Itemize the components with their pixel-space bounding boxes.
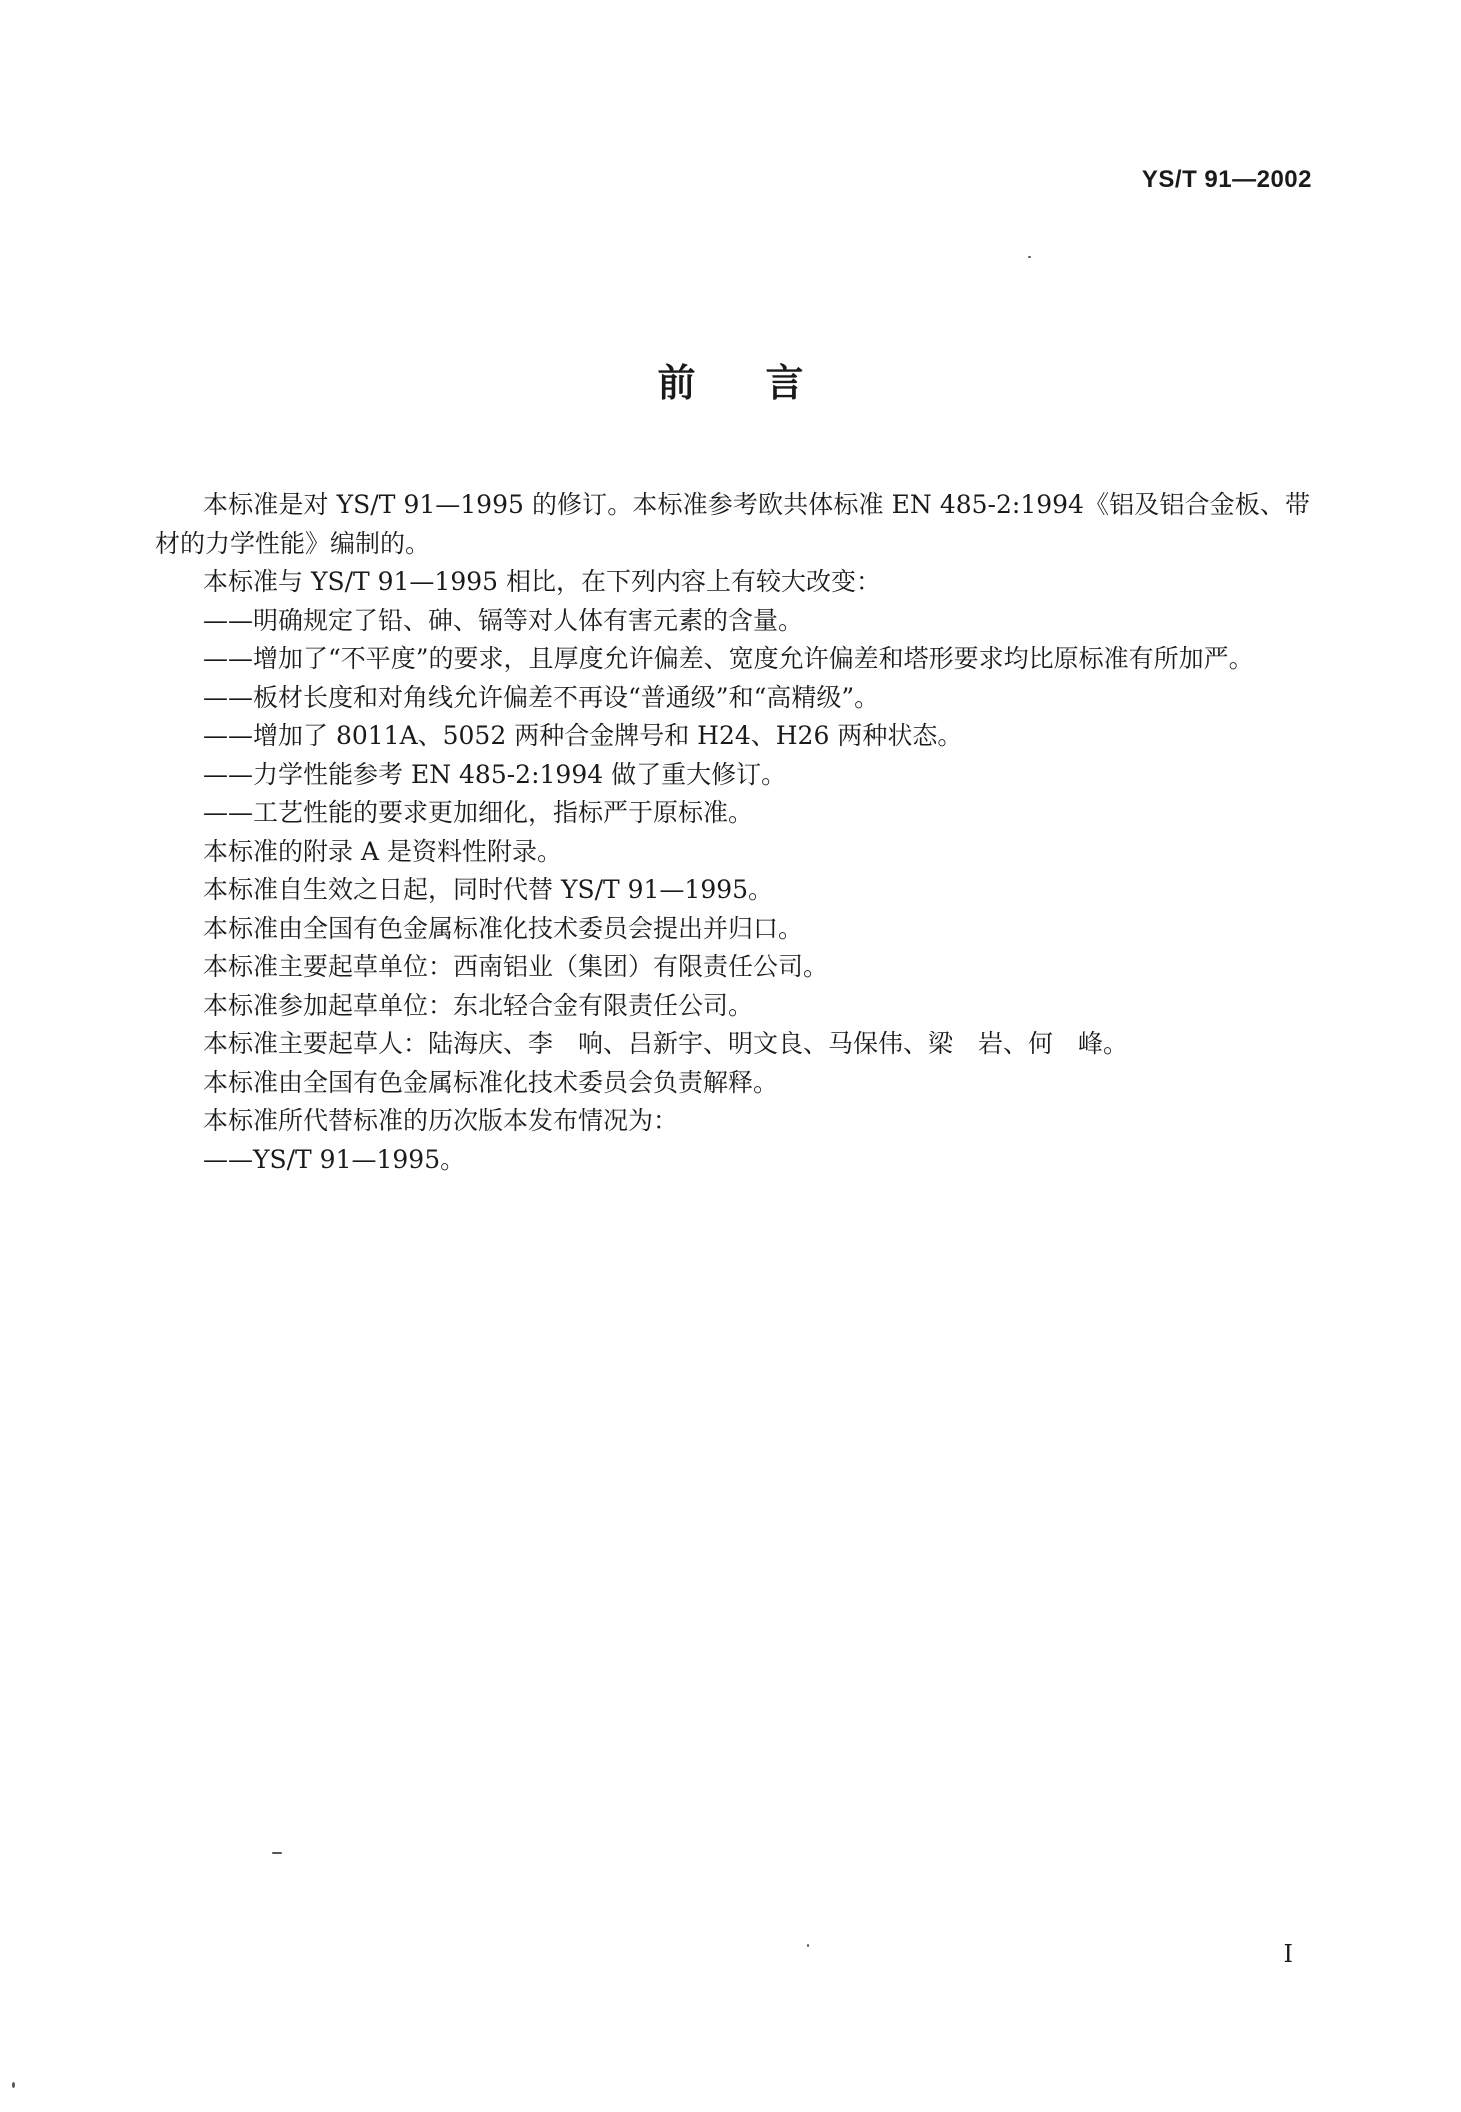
- statement-line: 本标准主要起草人：陆海庆、李 响、吕新宇、明文良、马保伟、梁 岩、何 峰。: [203, 1029, 1129, 1058]
- statement-line: 本标准参加起草单位：东北轻合金有限责任公司。: [203, 990, 754, 1020]
- standard-code: YS/T 91—2002: [1141, 166, 1312, 193]
- preface-body: [155, 486, 1310, 1179]
- statement-line: 本标准自生效之日起，同时代替 YS/T 91—1995。: [203, 875, 774, 904]
- scan-speck: [272, 1852, 282, 1854]
- page-title: 前言: [657, 361, 874, 405]
- statement-line: 本标准由全国有色金属标准化技术委员会提出并归口。: [203, 913, 804, 943]
- change-item: ——增加了 8011A、5052 两种合金牌号和 H24、H26 两种状态。: [203, 721, 963, 750]
- change-item: ——板材长度和对角线允许偏差不再设“普通级”和“高精级”。: [203, 682, 880, 712]
- page-number: I: [1283, 1940, 1293, 1968]
- change-item: ——力学性能参考 EN 485-2:1994 做了重大修订。: [203, 759, 787, 789]
- statement-line: 本标准由全国有色金属标准化技术委员会负责解释。: [203, 1067, 779, 1097]
- statement-line: 本标准的附录 A 是资料性附录。: [203, 836, 562, 866]
- intro-paragraph: 本标准是对 YS/T 91—1995 的修订。本标准参考欧共体标准 EN 485-2:1994《铝及铝合金板、带材的力学性能》编制的。: [155, 490, 1310, 558]
- scan-speck: [807, 1944, 809, 1947]
- scan-speck: [1028, 256, 1031, 258]
- statement-line: 本标准主要起草单位：西南铝业（集团）有限责任公司。: [203, 952, 829, 981]
- statement-line: 本标准所代替标准的历次版本发布情况为：: [203, 1106, 679, 1135]
- change-item: ——明确规定了铅、砷、镉等对人体有害元素的含量。: [203, 605, 804, 635]
- comparison-paragraph: 本标准与 YS/T 91—1995 相比，在下列内容上有较大改变：: [203, 567, 882, 596]
- change-item: ——工艺性能的要求更加细化，指标严于原标准。: [203, 798, 754, 827]
- history-item: ——YS/T 91—1995。: [203, 1144, 466, 1174]
- change-item: ——增加了“不平度”的要求，且厚度允许偏差、宽度允许偏差和塔形要求均比原标准有所加严。: [203, 644, 1254, 673]
- scan-speck: [12, 2082, 15, 2088]
